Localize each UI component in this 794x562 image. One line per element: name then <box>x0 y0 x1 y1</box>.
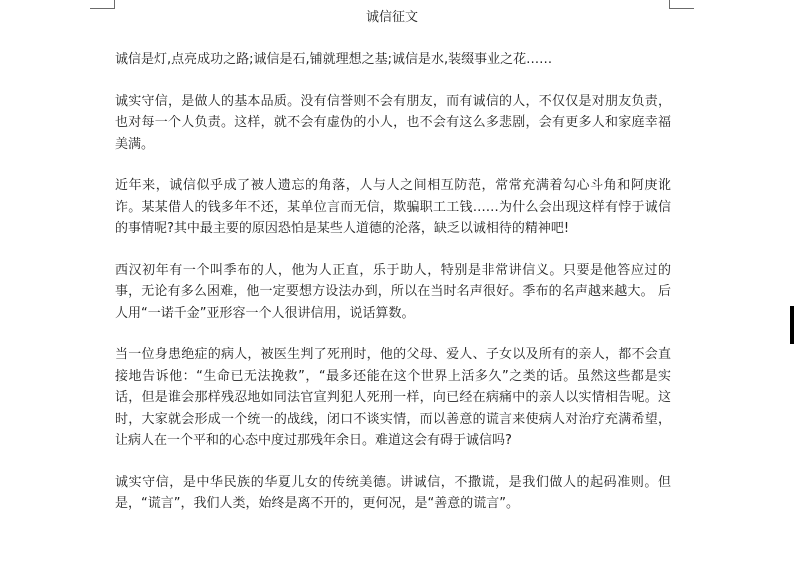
document-body <box>115 49 671 535</box>
paragraph: 诚实守信，是做人的基本品质。没有信誉则不会有朋友，而有诚信的人，不仅仅是对朋友负责，也对每一个人负责。这样，就不会有虚伪的小人，也不会有这么多悲剧，会有更多人和家庭幸福美满。 <box>115 93 671 152</box>
paragraph: 诚信是灯,点亮成功之路;诚信是石,铺就理想之基;诚信是水,装缀事业之花…… <box>115 52 553 67</box>
crop-mark-right <box>669 0 694 9</box>
paragraph: 诚实守信，是中华民族的华夏儿女的传统美德。讲诚信，不撒谎，是我们做人的起码准则。但是，“谎言”，我们人类，始终是离不开的，更何况，是“善意的谎言”。 <box>115 474 671 511</box>
paragraph: 近年来，诚信似乎成了被人遗忘的角落，人与人之间相互防范，常常充满着勾心斗角和阿庚讹诈。某某借人的钱多年不还，某单位言而无信，欺骗职工工钱……为什么会出现这样有悖于诚信的事情呢?其中最主要的原因恐怕是某些人道德的沦落，缺乏以诚相待的精神吧! <box>115 178 671 236</box>
paragraph: 西汉初年有一个叫季布的人，他为人正直，乐于助人，特别是非常讲信义。只要是他答应过的事，无论有多么困难，他一定要想方设法办到，所以在当时名声很好。季布的名声越来越大。 后人用“一诺千金”亚形容一个人很讲信用，说话算数。 <box>115 262 671 321</box>
paragraph: 当一位身患绝症的病人，被医生判了死刑时，他的父母、爱人、子女以及所有的亲人，都不会直接地告诉他：“生命已无法挽救”，“最多还能在这个世界上活多久”之类的话。虽然这些都是实话，但是谁会那样残忍地如同法官宣判犯人死刑一样，向已经在病痛中的亲人以实情相告呢。这时，大家就会形成一个统一的战线，闭口不谈实情，而以善意的谎言来使病人对治疗充满希望，让病人在一个平和的心态中度过那残年余日。难道这会有碍于诚信吗? <box>115 347 671 448</box>
document-title: 诚信征文 <box>365 10 418 25</box>
crop-mark-left <box>90 0 115 9</box>
scroll-position-marker[interactable] <box>790 306 794 344</box>
